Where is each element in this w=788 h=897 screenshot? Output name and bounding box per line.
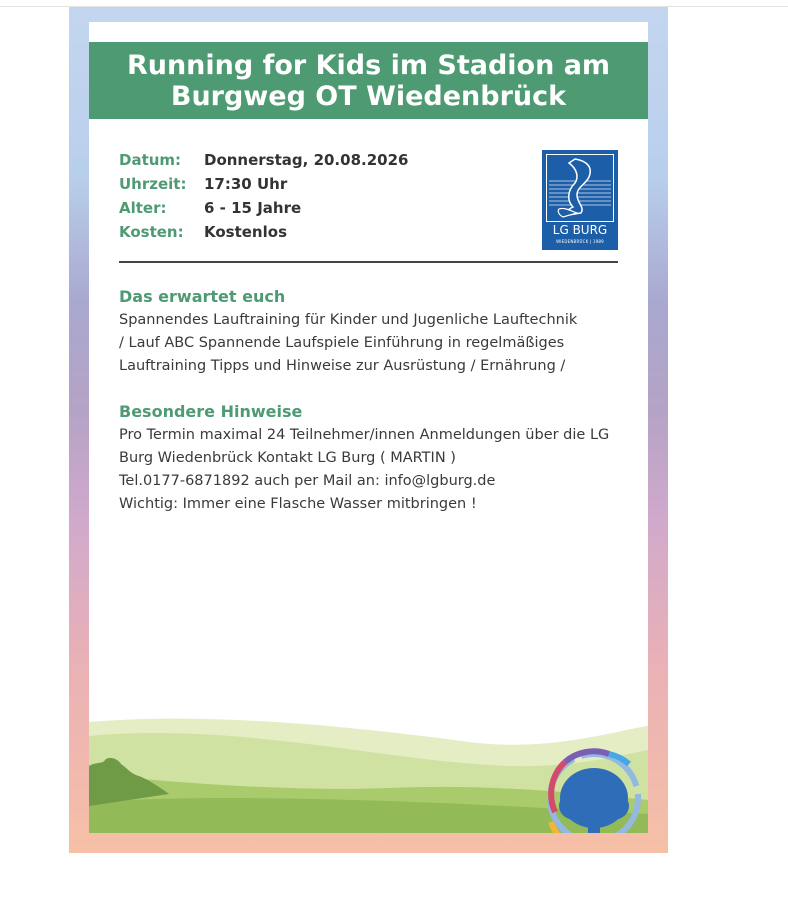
text-line: Spannendes Lauftraining für Kinder und Jugenliche Lauftechnik <box>119 312 578 328</box>
detail-row-age <box>119 196 408 220</box>
detail-row-date <box>119 148 408 172</box>
detail-label: Datum: <box>119 151 182 169</box>
text-line: Lauftraining Tipps und Hinweise zur Ausrüstung / Ernährung / <box>119 358 566 374</box>
section-heading-notes: Besondere Hinweise <box>119 402 303 421</box>
detail-label: Alter: <box>119 199 167 217</box>
detail-value: Donnerstag, 20.08.2026 <box>204 151 409 169</box>
detail-value: 6 - 15 Jahre <box>204 199 302 217</box>
title-line-1: Running for Kids im Stadion am <box>126 49 611 81</box>
detail-label: Uhrzeit: <box>119 175 187 193</box>
runner-icon-frame <box>546 154 614 222</box>
text-line: Tel.0177-6871892 auch per Mail an: info@lgburg.de <box>119 473 496 489</box>
detail-value: Kostenlos <box>204 223 287 241</box>
text-line: Wichtig: Immer eine Flasche Wasser mitbringen ! <box>119 496 477 512</box>
divider <box>119 261 618 263</box>
detail-row-cost <box>119 220 408 244</box>
runner-icon <box>547 155 613 221</box>
poster-sheet <box>89 22 648 833</box>
text-line: Pro Termin maximal 24 Teilnehmer/innen Anmeldungen über die LG <box>119 427 610 443</box>
section-text-notes <box>119 424 619 516</box>
landscape-illustration <box>89 702 648 833</box>
text-line: Burg Wiedenbrück Kontakt LG Burg ( MARTIN ) <box>119 450 456 466</box>
detail-value: 17:30 Uhr <box>204 175 288 193</box>
event-details <box>119 148 408 244</box>
lg-burg-logo <box>542 150 618 250</box>
text-line: / Lauf ABC Spannende Laufspiele Einführung in regelmäßiges <box>119 335 565 351</box>
title-banner <box>89 42 648 119</box>
section-heading-expectations: Das erwartet euch <box>119 287 286 306</box>
section-text-expectations <box>119 309 619 378</box>
logo-subtitle: WIEDENBRÜCK | 1989 <box>556 239 604 244</box>
poster <box>69 7 668 853</box>
detail-label: Kosten: <box>119 223 184 241</box>
detail-row-time <box>119 172 408 196</box>
title-line-2: Burgweg OT Wiedenbrück <box>170 80 567 112</box>
logo-name: LG BURG <box>552 223 608 237</box>
